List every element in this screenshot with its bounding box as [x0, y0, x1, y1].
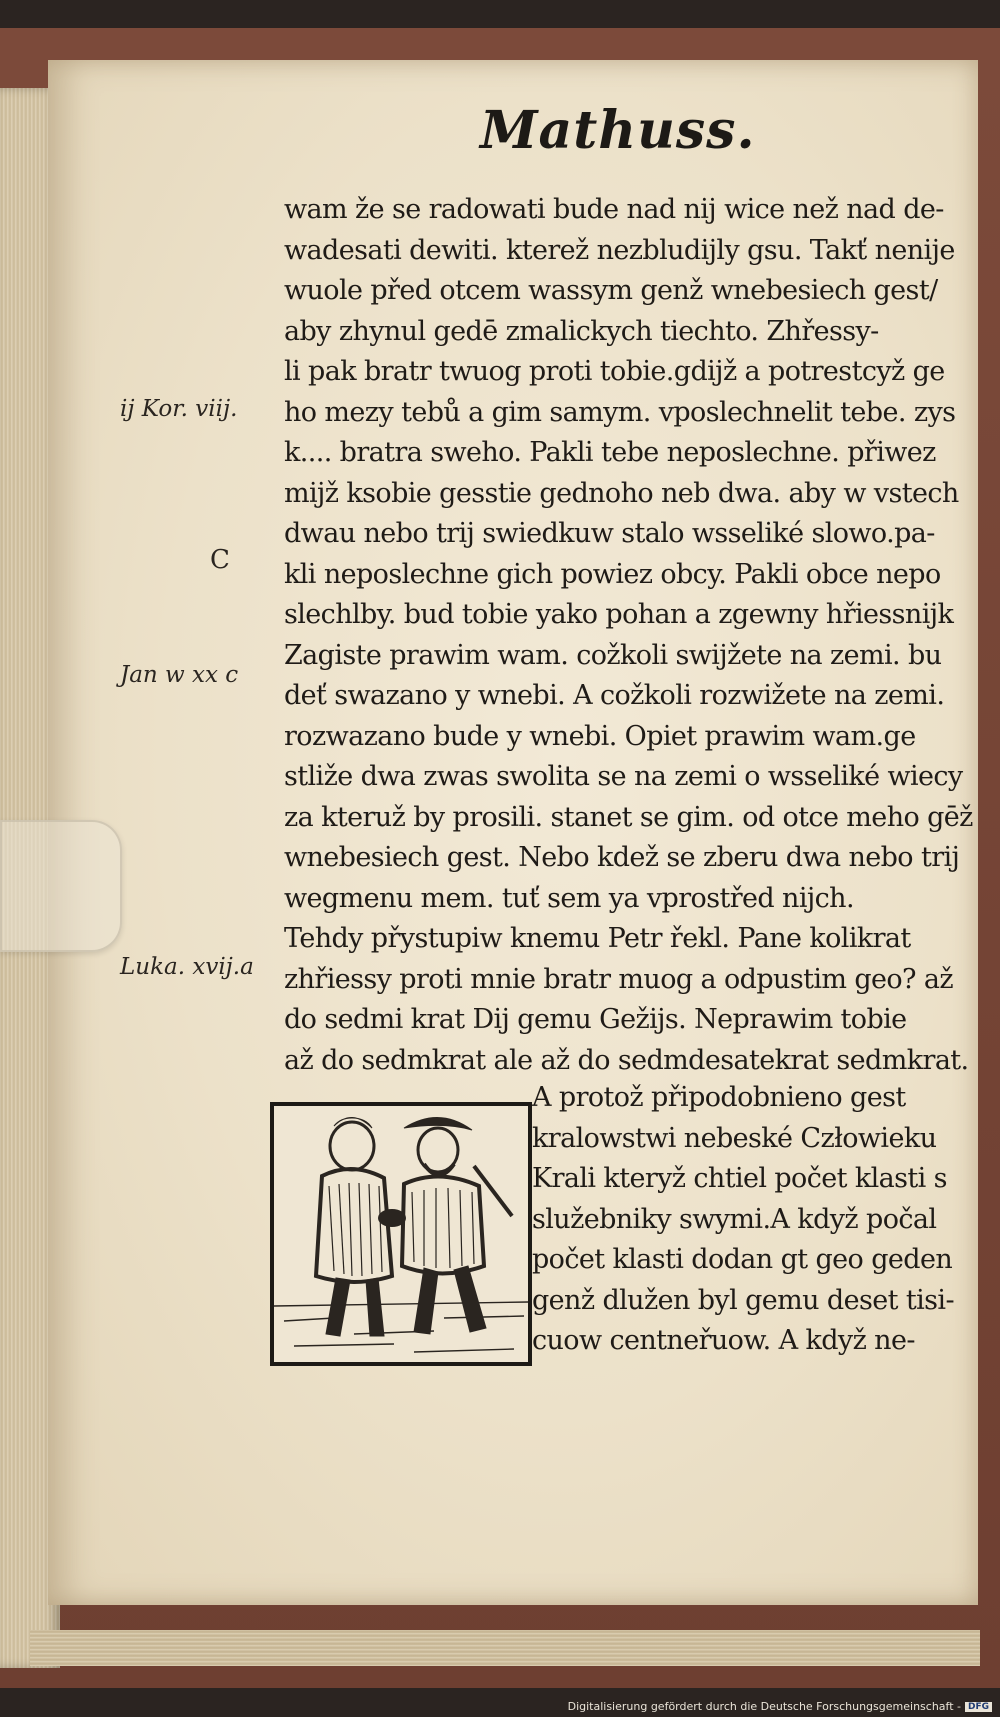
dfg-logo: DFG: [965, 1702, 992, 1712]
text-line: wuole před otcem wassym genž wnebesiech gest/: [284, 275, 938, 306]
text-line: wegmenu mem. tuť sem ya vprostřed nijch.: [284, 882, 854, 914]
woodcut-illustration: [270, 1102, 532, 1366]
text-line: rozwazano bude y wnebi. Opiet prawim wam.ge: [284, 720, 916, 752]
text-line: za kteruž by prosili. stanet se gim. od otce meho gēž: [284, 801, 973, 833]
text-line: Krali kteryž chtiel počet klasti s: [532, 1163, 947, 1194]
text-line: wadesati dewiti. kterež nezbludijly gsu. Takť nenije: [284, 234, 955, 266]
text-line: ho mezy tebů a gim samym. vposlechnelit tebe. zys: [284, 396, 956, 428]
text-line: kralowstwi nebeské Człowieku: [532, 1122, 937, 1154]
main-text-block: [284, 190, 974, 1081]
text-line: wam že se radowati bude nad nij wice než nad de-: [284, 194, 944, 225]
text-line: služebniky swymi.A když počal: [532, 1203, 937, 1235]
text-line: stliže dwa zwas swolita se na zemi o wsseliké wiecy: [284, 761, 963, 792]
text-line: slechlby. bud tobie yako pohan a zgewny hřiessnijk: [284, 599, 954, 630]
text-line: k.... bratra sweho. Pakli tebe neposlechne. přiwez: [284, 437, 936, 468]
text-line: kli neposlechne gich powiez obcy. Pakli obce nepo: [284, 558, 941, 590]
running-title: Mathuss.: [480, 100, 756, 161]
woodcut-two-figures: [274, 1106, 528, 1362]
text-line: počet klasti dodan gt geo geden: [532, 1244, 953, 1275]
text-beside-woodcut: [532, 1078, 972, 1362]
text-line: Zagiste prawim wam. cožkoli swijžete na zemi. bu: [284, 639, 942, 671]
text-line: deť swazano y wnebi. A cožkoli rozwižete na zemi.: [284, 680, 945, 711]
page-edges-bottom: [30, 1630, 980, 1666]
text-line: zhřiessy proti mnie bratr muog a odpustim geo? až: [284, 963, 954, 995]
margin-note-kor: ij Kor. viij.: [120, 396, 238, 422]
margin-note-jan: Jan w xx c: [120, 662, 239, 688]
text-line: li pak bratr twuog proti tobie.gdijž a potrestcyž ge: [284, 356, 945, 387]
text-line: Tehdy přystupiw knemu Petr řekl. Pane kolikrat: [284, 923, 911, 954]
text-line: genž dlužen byl gemu deset tisi-: [532, 1284, 954, 1316]
margin-note-letter: C: [210, 545, 230, 575]
margin-note-luka: Luka. xvij.a: [120, 954, 254, 980]
text-line: aby zhynul gedē zmalickych tiechto. Zhřessy-: [284, 315, 879, 347]
text-line: až do sedmkrat ale až do sedmdesatekrat sedmkrat.: [284, 1044, 969, 1076]
text-line: dwau nebo trij swiedkuw stalo wsseliké slowo.pa-: [284, 518, 935, 549]
bookmark-strip: [0, 820, 122, 952]
text-line: wnebesiech gest. Nebo kdež se zberu dwa nebo trij: [284, 842, 960, 873]
credit-text: Digitalisierung gefördert durch die Deutsche Forschungsgemeinschaft -: [567, 1700, 961, 1713]
text-line: do sedmi krat Dij gemu Gežijs. Neprawim tobie: [284, 1004, 907, 1035]
text-line: A protož připodobnieno gest: [532, 1082, 906, 1113]
text-line: mijž ksobie gesstie gednoho neb dwa. aby w vstech: [284, 477, 959, 509]
digitization-credit: [568, 1700, 992, 1713]
text-line: cuow centneřuow. A když ne-: [532, 1325, 915, 1356]
